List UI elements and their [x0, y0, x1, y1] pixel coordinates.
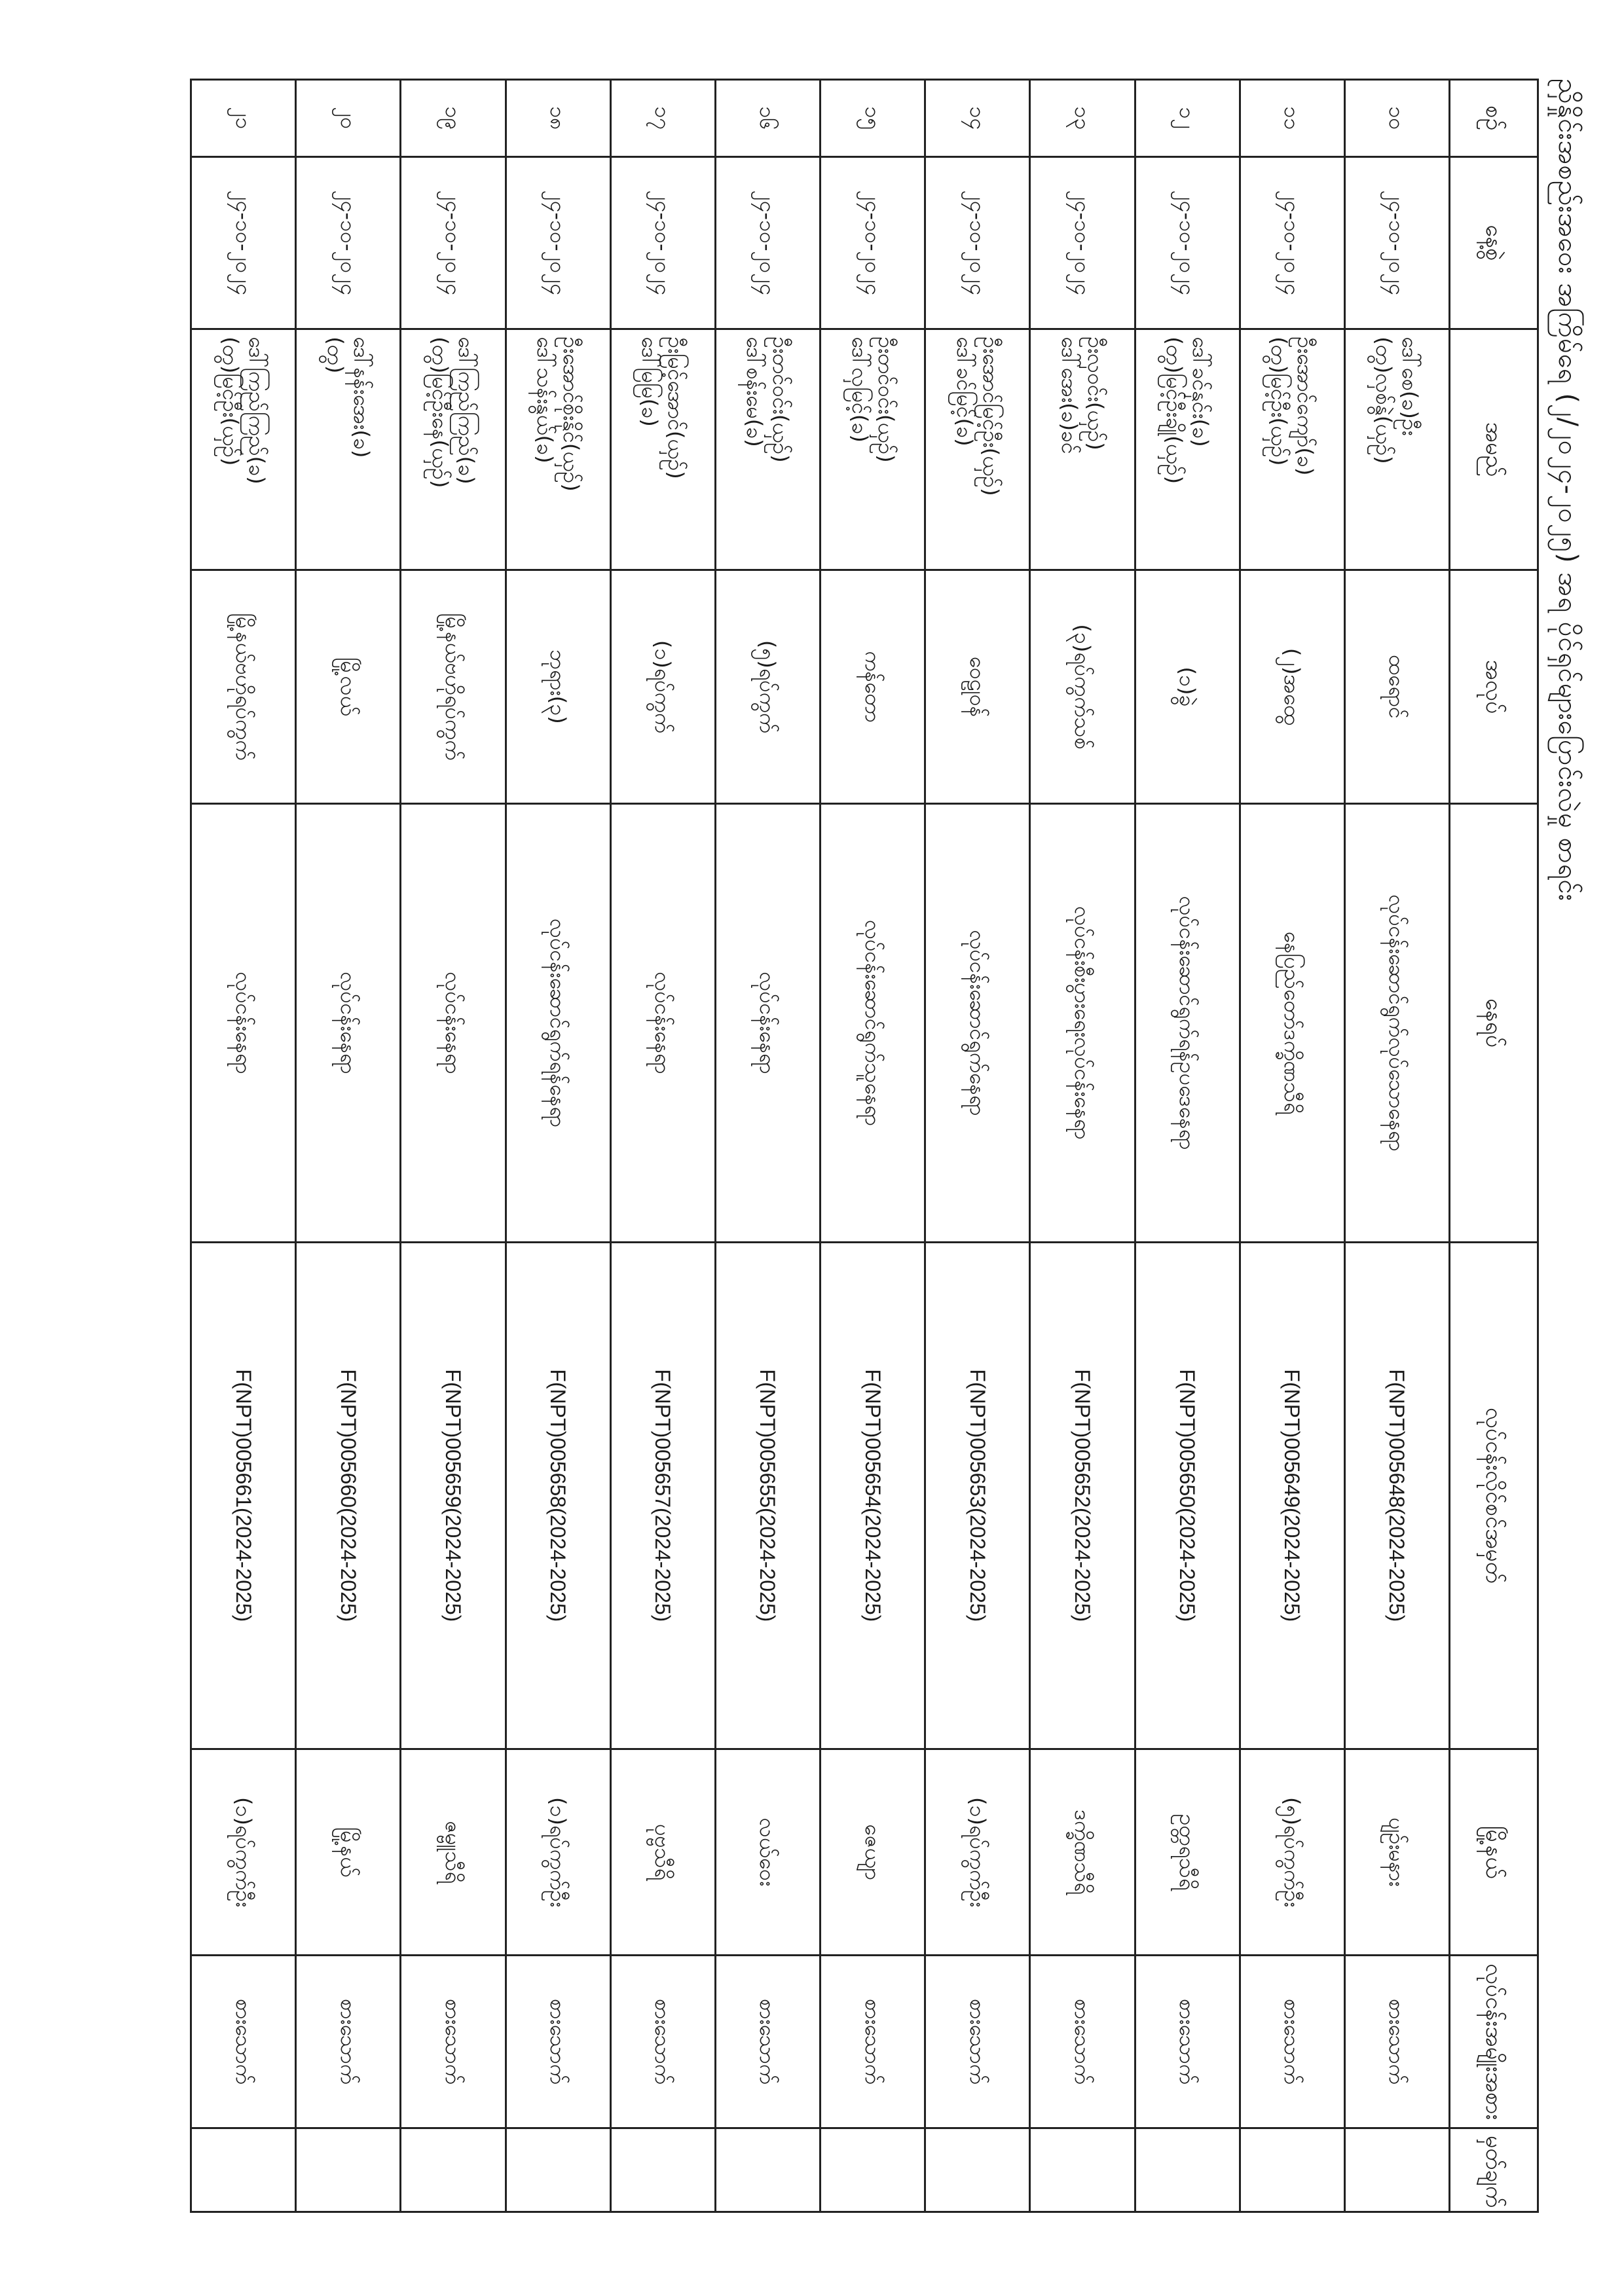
cell-address: လုပ်ငန်းနေရာ: [715, 804, 820, 1243]
cell-sr: ၁၂: [1135, 80, 1240, 157]
cell-name: [1344, 329, 1449, 570]
cell-name-line1: ဒေါ်ကြည်ကြည်(ခ): [454, 337, 479, 484]
cell-sr: ၂၀: [296, 80, 401, 157]
cell-township: (၅)ရပ်ကွက်ဦး: [1240, 1749, 1344, 1956]
cell-name-line2: ဒေါ်စန်းမေ(ခ): [742, 337, 767, 447]
cell-category: စားသောက်: [1030, 1956, 1135, 2128]
cell-address: နေပြည်တော်ဒက္ခိဏသီရိ: [1240, 804, 1344, 1243]
table-row: [925, 80, 1030, 2212]
header-job: အလုပ်: [1450, 570, 1538, 803]
rotated-table-wrapper: [151, 79, 1583, 2213]
table-row: [1030, 80, 1135, 2212]
header-date: နေ့စွဲ: [1450, 156, 1538, 329]
cell-name-line2: (တွ)မြင့်ဦး(ယှဉ်): [1266, 337, 1292, 466]
cell-job: ဘုရား(၃): [506, 570, 610, 803]
cell-date: ၂၄-၁၀-၂၀၂၄: [1344, 156, 1449, 329]
cell-name: [506, 329, 610, 570]
cell-township: လယ်ဝေး: [715, 1749, 820, 1956]
cell-name: [1135, 329, 1240, 570]
cell-address: လုပ်ငန်းဆောင်ရွက်လုပ်သောနေရာ: [1344, 804, 1449, 1243]
header-address: နေရပ်: [1450, 804, 1538, 1243]
cell-remark: [401, 2128, 506, 2212]
cell-sr: ၁၀: [1344, 80, 1449, 157]
cell-name-line1: ဒေါ်ကြည်ကြည်(ခ): [244, 337, 269, 484]
cell-cert: F(NPT)005659(2024-2025): [401, 1242, 506, 1749]
cell-remark: [1240, 2128, 1344, 2212]
cell-township: (၁)ရပ်ကွက်ဦး: [506, 1749, 610, 1956]
cell-cert: F(NPT)005657(2024-2025): [610, 1242, 715, 1749]
cell-cert: F(NPT)005648(2024-2025): [1344, 1242, 1449, 1749]
cell-name-line1: ဦးအောင်စိုးနိုင်(ယှဉ်): [559, 337, 584, 492]
cell-category: စားသောက်: [1344, 1956, 1449, 2128]
cell-name: [1240, 329, 1344, 570]
cell-category: စားသောက်: [610, 1956, 715, 2128]
header-name: အမည်: [1450, 329, 1538, 570]
table-body: [191, 80, 1450, 2212]
cell-address: လုပ်ငန်းစီးပွားရေးလုပ်ငန်းနေရာ: [1030, 804, 1135, 1243]
cell-job: မြို့လယ်: [296, 570, 401, 803]
cell-job: (၁)ရပ်ကွက်: [610, 570, 715, 803]
cell-category: စားသောက်: [715, 1956, 820, 2128]
cell-name-line2: ဒေါ်အေး(ခ)ခင်: [1056, 337, 1082, 454]
cell-cert: F(NPT)005660(2024-2025): [296, 1242, 401, 1749]
cell-name-line2: ဒေါ်မြမြ(ခ): [637, 337, 663, 427]
cell-job: မြို့နယ်ဗဟိုရပ်ကွက်: [191, 570, 296, 803]
cell-township: ပျဉ်းမနား: [1344, 1749, 1449, 1956]
cell-township: (၁)ရပ်ကွက်ဦး: [191, 1749, 296, 1956]
cell-category: စားသောက်: [401, 1956, 506, 2128]
cell-township: ပုဗ္ဗသီရိ: [610, 1749, 715, 1956]
table-row: [506, 80, 610, 2212]
table-row: [1240, 80, 1344, 2212]
cell-cert: F(NPT)005661(2024-2025): [191, 1242, 296, 1749]
cell-name-line2: ဒေါ်လှမြင့်(ခ): [847, 337, 872, 443]
cell-name: [401, 329, 506, 570]
header-cert: လုပ်ငန်းလိုင်စင်အမှတ်: [1450, 1242, 1538, 1749]
cell-name-line2: (တွ)မြင့်ဦး(ယှဉ်): [217, 337, 243, 466]
cell-remark: [715, 2128, 820, 2212]
cell-category: စားသောက်: [925, 1956, 1030, 2128]
cell-category: စားသောက်: [296, 1956, 401, 2128]
cell-name-line1: ဦးအောင်မြင့်ဦး(ယှဉ်): [978, 337, 1003, 496]
cell-address: လုပ်ငန်းနေရာ: [610, 804, 715, 1243]
cell-date: ၂၄-၁၀-၂၀၂၄: [506, 156, 610, 329]
cell-cert: F(NPT)005658(2024-2025): [506, 1242, 610, 1749]
header-sr: စဉ်: [1450, 80, 1538, 157]
cell-name-line2: (တွ)မြင့်ဦးနေ(ယှဉ်): [428, 337, 453, 488]
cell-name-line1: ဦးတင်ဝင်း(ယှဉ်): [768, 337, 794, 463]
cell-job: မြို့နယ်ဗဟိုရပ်ကွက်: [401, 570, 506, 803]
cell-cert: F(NPT)005649(2024-2025): [1240, 1242, 1344, 1749]
cell-township: ဇမ္ဗူသီရိ: [401, 1749, 506, 1956]
document-title: ညှိနှိုင်းအစည်းအဝေး အကြိမ်ရေ (၂/၂၀၂၄-၂၀၂၅) အရ ပိုင်ရှင်များပြောင်းလဲမှု စာရင်း: [1553, 79, 1583, 902]
cell-date: ၂၄-၁၀-၂၀၂၄: [1135, 156, 1240, 329]
cell-name: [925, 329, 1030, 570]
cell-address: လုပ်ငန်းနေရာ: [296, 804, 401, 1243]
cell-remark: [821, 2128, 925, 2212]
cell-sr: ၁၁: [1240, 80, 1344, 157]
table-row: [715, 80, 820, 2212]
table-row: [1135, 80, 1240, 2212]
cell-name-line2: (တွ): [322, 337, 348, 374]
cell-township: ဥတ္တရသီရိ: [1135, 1749, 1240, 1956]
cell-cert: F(NPT)005654(2024-2025): [821, 1242, 925, 1749]
cell-date: ၂၄-၁၀-၂၀၂၄: [715, 156, 820, 329]
cell-remark: [1030, 2128, 1135, 2212]
cell-date: ၂၄-၁၀-၂၀၂၄: [1030, 156, 1135, 329]
cell-remark: [610, 2128, 715, 2212]
table-header-row: [1450, 80, 1538, 2212]
cell-name-line2: ဒေါ်သန်းနွယ်(ခ): [532, 337, 558, 464]
cell-township: မြို့နယ်: [296, 1749, 401, 1956]
cell-category: စားသောက်: [1135, 1956, 1240, 2128]
cell-date: ၂၄-၁၀-၂၀၂၄: [1240, 156, 1344, 329]
cell-cert: F(NPT)005655(2024-2025): [715, 1242, 820, 1749]
cell-date: ၂၄-၁၀-၂၀၂၄: [191, 156, 296, 329]
cell-sr: ၁၉: [401, 80, 506, 157]
cell-remark: [191, 2128, 296, 2212]
cell-name: [1030, 329, 1135, 570]
cell-name-line1: ဦးမြင့်အောင်(ယှဉ်): [663, 337, 689, 479]
cell-category: စားသောက်: [191, 1956, 296, 2128]
cell-address: လုပ်ငန်းဆောင်ရွက်ရန်ဥပဒေနေရာ: [1135, 804, 1240, 1243]
cell-address: လုပ်ငန်းဆောင်ရွက်ရန်နေရာ: [506, 804, 610, 1243]
cell-name-line2: ဒေါ်ခင်မြင့်(ခ): [951, 337, 977, 446]
cell-name-line1: ဒေါ်နန်းအေး(ခ): [348, 337, 374, 458]
cell-cert: F(NPT)005653(2024-2025): [925, 1242, 1030, 1749]
cell-job: (၃)ရပ်ကွက်သစ်: [1030, 570, 1135, 803]
header-township: မြို့နယ်: [1450, 1749, 1538, 1956]
cell-remark: [1135, 2128, 1240, 2212]
cell-sr: ၁၈: [506, 80, 610, 157]
table-row: [1344, 80, 1449, 2212]
cell-township: (၁)ရပ်ကွက်ဦး: [925, 1749, 1030, 1956]
cell-name-line1: ဒေါ်ခင်နှင်း(ခ): [1188, 337, 1213, 447]
table-row: [610, 80, 715, 2212]
table-row: [821, 80, 925, 2212]
cell-name-line2: (တွ)လှစ်နွဲ(ယှဉ်): [1371, 337, 1397, 464]
cell-job: ကန်တော: [821, 570, 925, 803]
cell-name-line1: ဒေါ်စေ(ခ)ဦး: [1397, 337, 1423, 436]
cell-sr: ၁၆: [715, 80, 820, 157]
cell-name: [821, 329, 925, 570]
cell-address: လုပ်ငန်းနေရာ: [401, 804, 506, 1243]
cell-name-line2: (တွ)မြင့်ဦးချို(ယှဉ်): [1162, 337, 1187, 484]
table-row: [191, 80, 296, 2212]
table-row: [296, 80, 401, 2212]
cell-name-line1: ဦးလှဝင်း(ယှဉ်): [1082, 337, 1108, 450]
cell-sr: ၁၇: [610, 80, 715, 157]
cell-sr: ၁၄: [925, 80, 1030, 157]
cell-date: ၂၄-၁၀-၂၀၂၄: [925, 156, 1030, 329]
cell-remark: [925, 2128, 1030, 2212]
cell-date: ၂၄-၁၀-၂၀၂၄: [610, 156, 715, 329]
cell-category: စားသောက်: [506, 1956, 610, 2128]
cell-sr: ၁၃: [1030, 80, 1135, 157]
cell-sr: ၁၅: [821, 80, 925, 157]
cell-job: (၂)အထွေ: [1240, 570, 1344, 803]
cell-remark: [506, 2128, 610, 2212]
cell-date: ၂၄-၁၀-၂၀၂၄: [821, 156, 925, 329]
cell-name-line1: ဦးအောင်ကျော်(ခ): [1293, 337, 1318, 476]
cell-remark: [1344, 2128, 1449, 2212]
cell-address: လုပ်ငန်းဆောင်ရွက်နေရာ: [925, 804, 1030, 1243]
cell-address: လုပ်ငန်းဆောင်ရွက်သူနေရာ: [821, 804, 925, 1243]
cell-sr: ၂၁: [191, 80, 296, 157]
table-row: [401, 80, 506, 2212]
cell-category: စားသောက်: [821, 1956, 925, 2128]
cell-job: (၅)ရပ်ကွက်: [715, 570, 820, 803]
cell-township: ဇေယျာ: [821, 1749, 925, 1956]
cell-remark: [296, 2128, 401, 2212]
cell-job: ဝေဠုဝန်: [925, 570, 1030, 803]
license-table: [190, 79, 1539, 2213]
cell-name: [296, 329, 401, 570]
cell-job: ထရောင်: [1344, 570, 1449, 803]
cell-category: စားသောက်: [1240, 1956, 1344, 2128]
cell-job: (၁)ခွဲ: [1135, 570, 1240, 803]
cell-cert: F(NPT)005650(2024-2025): [1135, 1242, 1240, 1749]
header-remark: မှတ်ချက်: [1450, 2128, 1538, 2212]
cell-date: ၂၄-၁၀-၂၀၂၄: [296, 156, 401, 329]
cell-name: [715, 329, 820, 570]
cell-date: ၂၄-၁၀-၂၀၂၄: [401, 156, 506, 329]
cell-township: ဒက္ခိဏသီရိ: [1030, 1749, 1135, 1956]
cell-name-line1: ဦးတင်ဝင်း(ယှဉ်): [873, 337, 898, 463]
cell-name: [191, 329, 296, 570]
cell-name: [610, 329, 715, 570]
cell-cert: F(NPT)005652(2024-2025): [1030, 1242, 1135, 1749]
cell-address: လုပ်ငန်းနေရာ: [191, 804, 296, 1243]
header-category: လုပ်ငန်းအမျိုးအစား: [1450, 1956, 1538, 2128]
